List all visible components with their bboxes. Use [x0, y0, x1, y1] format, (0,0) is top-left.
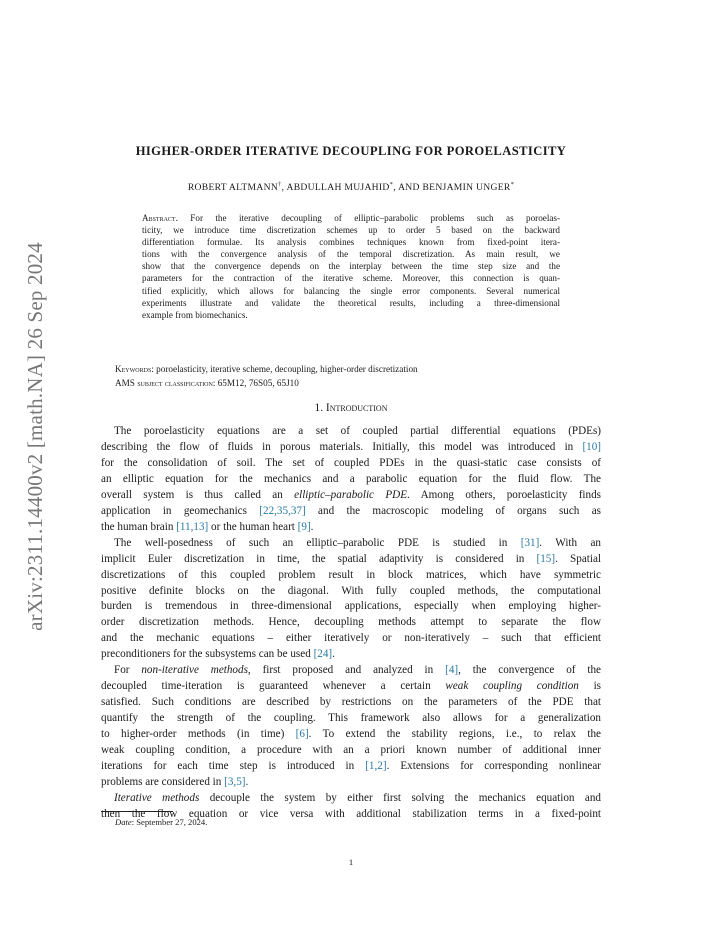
body-line: problems are considered in [3,5].	[101, 775, 249, 788]
section-number: 1.	[314, 402, 326, 414]
body-line: discretizations of this coupled problem result in block matrices, which have symmetric	[101, 568, 601, 581]
body-line: iterations for each time step is introduced in [1,2]. Extensions for corresponding nonlinear	[101, 760, 601, 773]
abstract-line: ticity, we introduce time discretization schemes up to order 5 based on the backward	[142, 225, 560, 236]
footnote-text: : September 27, 2024.	[131, 817, 208, 827]
abstract-line: experiments illustrate and validate the theoretical results, including a three-dimensional	[142, 297, 560, 308]
body-line: order discretization methods. Hence, decoupling methods attempt to separate the flow	[101, 616, 601, 629]
body-line: For non-iterative methods, first proposed and analyzed in [4], the convergence of the	[114, 664, 601, 677]
author-name: , ABDULLAH MUJAHID	[281, 182, 390, 194]
abstract-line: tions with the convergence analysis of the temporal discretization. As main result, we	[142, 249, 560, 260]
keywords-line	[115, 362, 601, 376]
body-line: positive definite blocks on the diagonal. With fully coupled methods, the computational	[101, 584, 601, 597]
author-list	[101, 181, 601, 193]
body-line: then the flow equation or vice versa with additional stabilization terms in a fixed-point	[101, 807, 601, 820]
section-title: Introduction	[325, 402, 388, 414]
body-line: decoupled time-iteration is guaranteed whenever a certain weak coupling condition is	[101, 680, 602, 693]
abstract-line: differentiation formulae. Its analysis combines techniques known from fixed-point itera-	[142, 237, 560, 248]
emphasis-term: weak coupling condition	[445, 680, 579, 693]
abstract-line: parameters for the contraction of the iterative scheme. Moreover, this connection is quan-	[142, 273, 560, 284]
affiliation-mark: *	[510, 181, 515, 188]
citation-link[interactable]: [31]	[520, 536, 540, 549]
abstract-line: example from biomechanics.	[142, 309, 248, 320]
citation-link[interactable]: [22,35,37]	[259, 504, 306, 517]
abstract-line: show that the convergence depends on the interplay between the time step size and the	[142, 261, 560, 272]
body-line: burden is tremendous in three-dimensional applications, especially when employing higher-	[101, 600, 601, 613]
page-number: 1	[348, 857, 354, 867]
author-name: , AND BENJAMIN UNGER	[393, 182, 511, 194]
footnote-label: Date	[115, 817, 132, 827]
body-line: describing the flow of fluids in porous materials. Initially, this model was introduced in [10]	[101, 440, 601, 453]
citation-link[interactable]: [15]	[536, 552, 556, 565]
keywords-block	[115, 362, 601, 390]
citation-link[interactable]: [1,2]	[365, 760, 387, 773]
emphasis-term: non-iterative methods	[141, 664, 248, 677]
body-line: to higher-order methods (in time) [6]. To extend the stability regions, i.e., to relax the	[101, 728, 602, 741]
citation-link[interactable]: [6]	[295, 728, 309, 741]
ams-classification-line	[115, 376, 601, 390]
body-line: application in geomechanics [22,35,37] and the macroscopic modeling of organs such as	[101, 504, 601, 517]
body-line: The poroelasticity equations are a set of coupled partial differential equations (PDEs)	[114, 425, 601, 437]
footnote-divider	[101, 811, 173, 812]
affiliation-mark: *	[389, 181, 394, 188]
body-line: quantify the strength of the coupling. This framework also allows for a generalization	[101, 712, 601, 725]
arxiv-identifier-stamp	[20, 230, 50, 642]
keywords-text: poroelasticity, iterative scheme, decoupling, higher-order discretization	[153, 364, 418, 374]
abstract	[142, 212, 560, 321]
body-line: for the consolidation of soil. The set of coupled PDEs in the quasi-static case consists of	[101, 456, 601, 469]
author-name: ROBERT ALTMANN	[187, 182, 279, 194]
paper-title: HIGHER-ORDER ITERATIVE DECOUPLING FOR POROELASTICITY	[135, 144, 567, 158]
abstract-line: tified explicitly, which allows for balancing the single error components. Several numerical	[142, 285, 560, 296]
introduction-body	[101, 424, 601, 823]
citation-link[interactable]: [9]	[297, 520, 311, 533]
citation-link[interactable]: [4]	[445, 664, 459, 677]
citation-link[interactable]: [11,13]	[176, 520, 209, 533]
emphasis-term: Iterative methods	[114, 791, 200, 804]
citation-link[interactable]: [3,5]	[224, 775, 246, 788]
abstract-line: Abstract. For the iterative decoupling of elliptic–parabolic problems such as poroelas-	[142, 213, 560, 223]
body-line: preconditioners for the subsystems can be used [24].	[101, 648, 335, 661]
arxiv-id-text: arXiv:2311.14400v2 [math.NA] 26 Sep 2024	[22, 241, 47, 631]
body-line: satisfied. Such conditions are described by restrictions on the parameters of the PDE that	[101, 696, 601, 709]
section-heading	[101, 402, 601, 414]
body-line: weak coupling condition, a procedure with an a priori known number of additional inner	[101, 744, 601, 757]
body-line: overall system is thus called an elliptic–parabolic PDE. Among others, poroelasticity finds	[101, 488, 602, 501]
footnote-date	[115, 817, 207, 827]
affiliation-mark: †	[278, 181, 282, 188]
body-line: and the mechanic equations – either iteratively or non-iteratively – such that efficient	[101, 632, 601, 645]
citation-link[interactable]: [10]	[582, 440, 601, 453]
abstract-label: Abstract.	[142, 213, 178, 223]
keywords-label: Keywords:	[115, 364, 154, 374]
ams-text: 65M12, 76S05, 65J10	[215, 378, 299, 388]
body-line: the human brain [11,13] or the human heart [9].	[101, 520, 314, 533]
ams-label: AMS subject classification:	[115, 378, 216, 388]
body-line: Iterative methods decouple the system by either first solving the mechanics equation and	[114, 791, 602, 804]
body-line: an elliptic equation for the mechanics and a parabolic equation for the fluid flow. The	[101, 472, 601, 485]
body-line: implicit Euler discretization in time, the spatial adaptivity is considered in [15]. Spatial	[101, 552, 601, 565]
emphasis-term: elliptic–parabolic PDE	[294, 488, 408, 501]
body-line: The well-posedness of such an elliptic–parabolic PDE is studied in [31]. With an	[114, 536, 601, 549]
citation-link[interactable]: [24]	[313, 648, 333, 661]
